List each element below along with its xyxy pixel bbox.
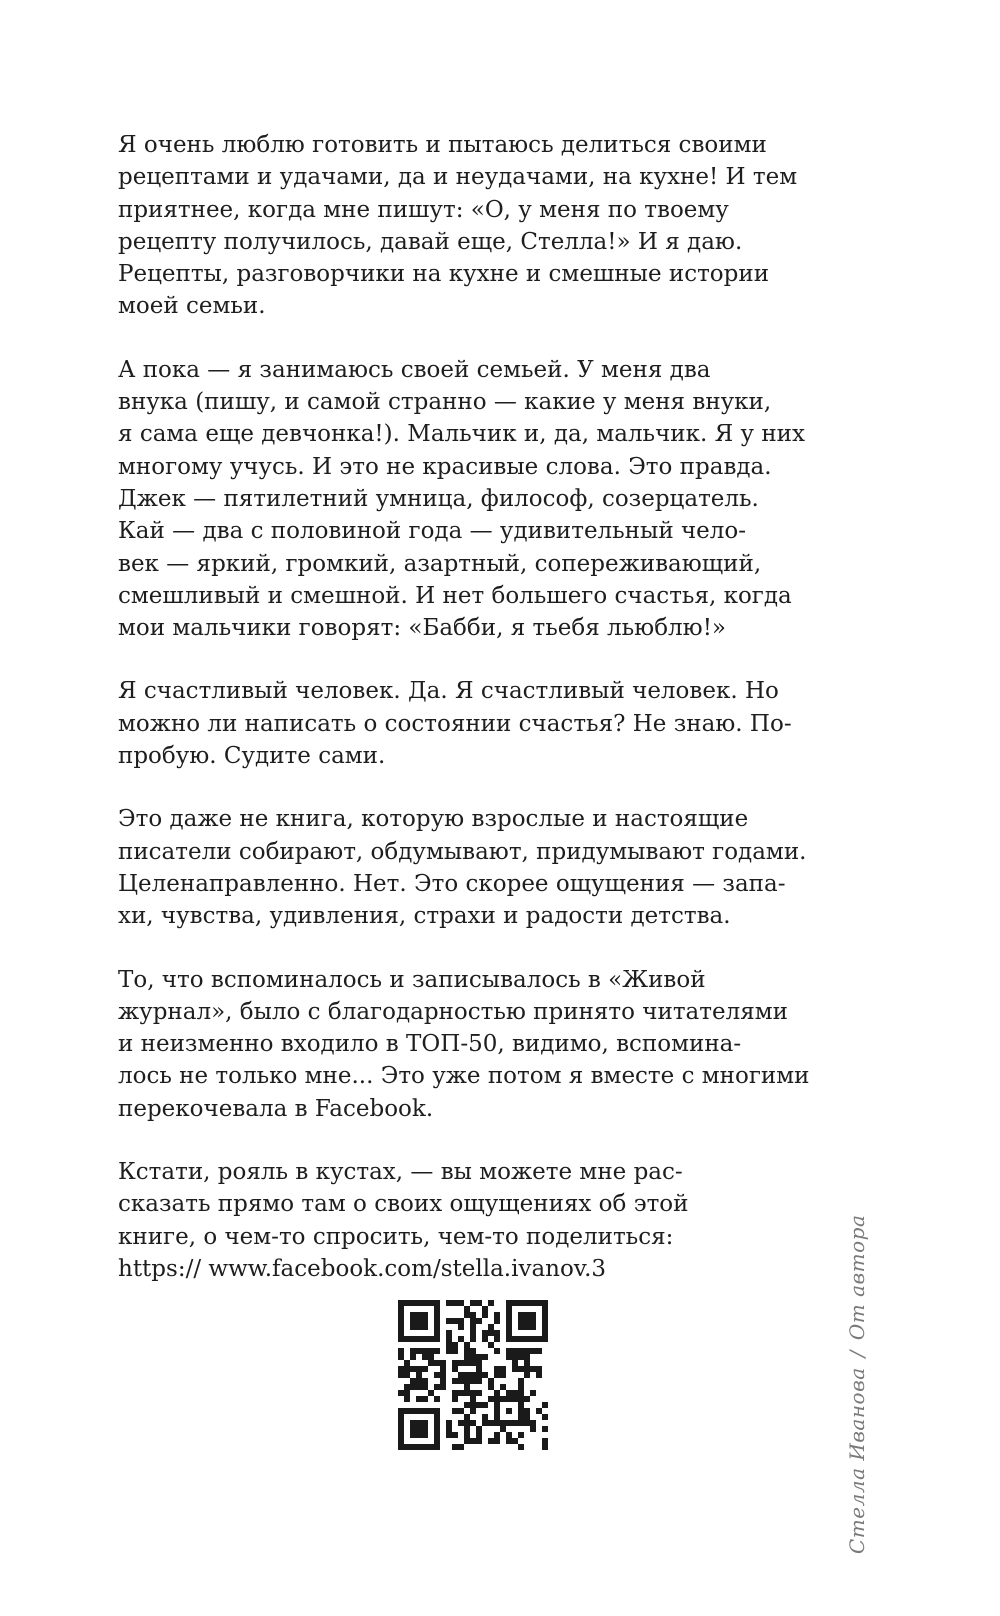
text-line: перекочевала в Facebook. (118, 1095, 434, 1122)
text-line: век — яркий, громкий, азартный, сопереживающий, (118, 550, 762, 577)
text-line: можно ли написать о состоянии счастья? Не знаю. По- (118, 710, 792, 737)
text-line: Джек — пятилетний умница, философ, созерцатель. (118, 485, 759, 512)
text-line: мои мальчики говорят: «Бабби, я тьебя льюблю!» (118, 615, 727, 642)
text-line: рецепту получилось, давай еще, Стелла!» И я даю. (118, 228, 743, 255)
paragraph-happiness (118, 675, 838, 772)
paragraph-cooking (118, 129, 838, 323)
paragraph-not-a-book (118, 803, 838, 932)
body-text (118, 129, 838, 1316)
text-line: писатели собирают, обдумывают, придумывают годами. (118, 838, 807, 865)
text-line: журнал», было с благодарностью принято читателями (118, 998, 788, 1025)
text-line: Кстати, рояль в кустах, — вы можете мне рас- (118, 1159, 683, 1186)
text-line: Целенаправленно. Нет. Это скорее ощущения — запа- (118, 870, 786, 897)
paragraph-family (118, 354, 838, 645)
text-line: хи, чувства, удивления, страхи и радости детства. (118, 903, 731, 930)
text-line: Рецепты, разговорчики на кухне и смешные истории (118, 261, 770, 288)
running-head-separator: / (845, 1350, 869, 1358)
text-line: сказать прямо там о своих ощущениях об этой (118, 1191, 689, 1218)
running-head-author: Стелла Иванова (845, 1367, 869, 1554)
text-line: смешливый и смешной. И нет большего счастья, когда (118, 582, 792, 609)
text-line: и неизменно входило в ТОП-50, видимо, вспомина- (118, 1031, 742, 1058)
qr-code-icon[interactable] (398, 1300, 548, 1450)
text-line: Кай — два с половиной года — удивительный чело- (118, 518, 747, 545)
text-line: То, что вспоминалось и записывалось в «Живой (118, 966, 706, 993)
running-head-section: От автора (845, 1214, 869, 1341)
text-line: многому учусь. И это не красивые слова. Это правда. (118, 453, 772, 480)
text-line: Я счастливый человек. Да. Я счастливый человек. Но (118, 678, 779, 705)
text-line: приятнее, когда мне пишут: «О, у меня по твоему (118, 196, 729, 223)
text-line: книге, о чем-то спросить, чем-то поделиться: (118, 1223, 674, 1250)
text-line: рецептами и удачами, да и неудачами, на кухне! И тем (118, 164, 798, 191)
text-line: пробую. Судите сами. (118, 743, 386, 770)
text-line: я сама еще девчонка!). Мальчик и, да, мальчик. Я у них (118, 421, 805, 448)
text-line: Я очень люблю готовить и пытаюсь делиться своими (118, 132, 767, 158)
facebook-link[interactable]: https:// www.facebook.com/stella.ivanov.3 (118, 1255, 607, 1282)
text-line: лось не только мне... Это уже потом я вместе с многими (118, 1063, 810, 1090)
paragraph-livejournal (118, 964, 838, 1125)
text-line: А пока — я занимаюсь своей семьей. У меня два (118, 356, 711, 383)
running-head (845, 1215, 869, 1554)
text-line: моей семьи. (118, 293, 266, 320)
text-line: Это даже не книга, которую взрослые и настоящие (118, 806, 749, 833)
text-line: внука (пишу, и самой странно — какие у меня внуки, (118, 389, 772, 416)
paragraph-contact (118, 1156, 838, 1285)
